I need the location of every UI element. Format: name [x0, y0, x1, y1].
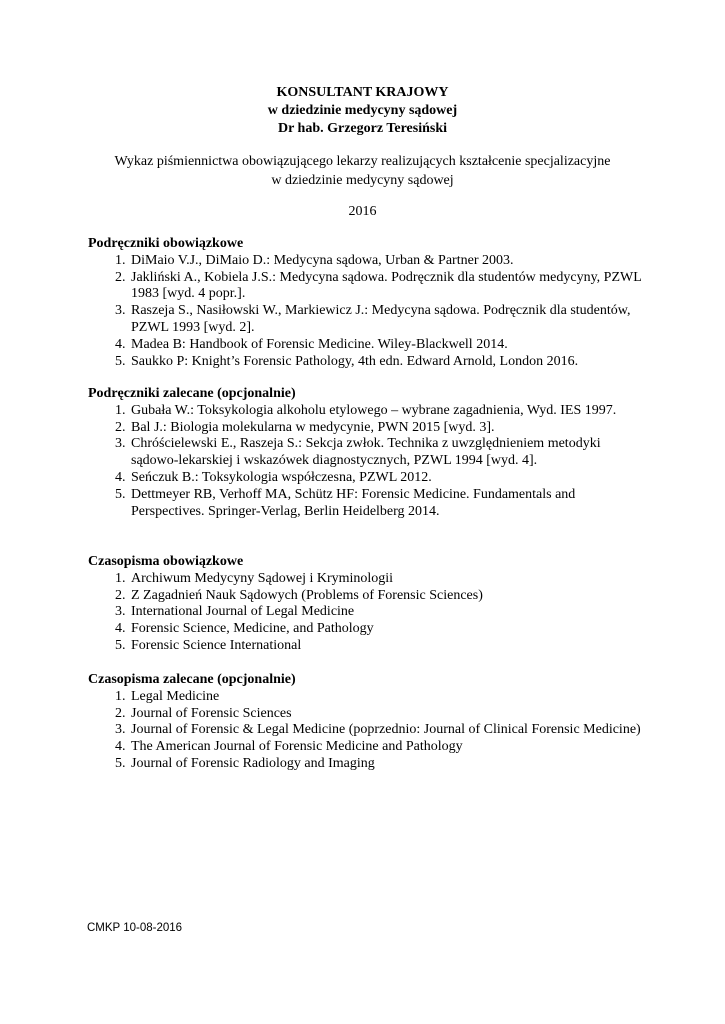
- header-title: KONSULTANT KRAJOWY: [276, 85, 449, 100]
- section-recommended-textbooks: [88, 386, 648, 520]
- list-item: 4. Madea B: Handbook of Forensic Medicine. Wiley-Blackwell 2014.: [129, 337, 648, 354]
- section-required-textbooks: [88, 236, 648, 370]
- section-title: Czasopisma zalecane (opcjonalnie): [88, 672, 296, 687]
- list-item: 1. Archiwum Medycyny Sądowej i Kryminologii: [129, 571, 648, 588]
- list-item: 3. Chróścielewski E., Raszeja S.: Sekcja zwłok. Technika z uwzględnieniem metodyki sądowo-lekarskiej i wskazówek diagnostycznych, PZWL 1994 [wyd. 4].: [129, 436, 648, 470]
- reference-list: [88, 689, 648, 773]
- list-item: 5. Dettmeyer RB, Verhoff MA, Schütz HF: Forensic Medicine. Fundamentals and Perspectives. Springer-Verlag, Berlin Heidelberg 2014.: [129, 487, 648, 521]
- document-year: 2016: [348, 204, 377, 219]
- list-item: 1. Gubała W.: Toksykologia alkoholu etylowego – wybrane zagadnienia, Wyd. IES 1997.: [129, 403, 648, 420]
- document-header: [0, 84, 725, 138]
- list-item: 4. Seńczuk B.: Toksykologia współczesna, PZWL 2012.: [129, 470, 648, 487]
- list-item: 5. Saukko P: Knight’s Forensic Pathology, 4th edn. Edward Arnold, London 2016.: [129, 354, 648, 371]
- list-item: 3. International Journal of Legal Medicine: [129, 604, 648, 621]
- section-title: Podręczniki zalecane (opcjonalnie): [88, 386, 296, 401]
- list-item: 3. Journal of Forensic & Legal Medicine (poprzednio: Journal of Clinical Forensic Medicine): [129, 722, 648, 739]
- list-item: 3. Raszeja S., Nasiłowski W., Markiewicz J.: Medycyna sądowa. Podręcznik dla studentów, PZWL 1993 [wyd. 2].: [129, 303, 648, 337]
- list-item: 1. Legal Medicine: [129, 689, 648, 706]
- list-item: 1. DiMaio V.J., DiMaio D.: Medycyna sądowa, Urban & Partner 2003.: [129, 253, 648, 270]
- list-item: 4. Forensic Science, Medicine, and Pathology: [129, 621, 648, 638]
- list-item: 5. Forensic Science International: [129, 638, 648, 655]
- list-item: 2. Bal J.: Biologia molekularna w medycynie, PWN 2015 [wyd. 3].: [129, 420, 648, 437]
- section-recommended-journals: [88, 672, 648, 773]
- intro-line-1: Wykaz piśmiennictwa obowiązującego lekarzy realizujących kształcenie specjalizacyjne: [114, 154, 611, 169]
- list-item: 4. The American Journal of Forensic Medicine and Pathology: [129, 739, 648, 756]
- document-intro: [60, 152, 665, 190]
- footer-date: CMKP 10-08-2016: [87, 922, 183, 934]
- list-item: 2. Journal of Forensic Sciences: [129, 706, 648, 723]
- reference-list: [88, 253, 648, 371]
- list-item: 5. Journal of Forensic Radiology and Imaging: [129, 756, 648, 773]
- reference-list: [88, 571, 648, 655]
- header-author: Dr hab. Grzegorz Teresiński: [277, 121, 448, 136]
- section-title: Czasopisma obowiązkowe: [88, 554, 244, 569]
- list-item: 2. Jakliński A., Kobiela J.S.: Medycyna sądowa. Podręcznik dla studentów medycyny, PZWL 1983 [wyd. 4 popr.].: [129, 270, 648, 304]
- intro-line-2: w dziedzinie medycyny sądowej: [271, 173, 454, 188]
- header-subtitle: w dziedzinie medycyny sądowej: [267, 103, 458, 118]
- reference-list: [88, 403, 648, 521]
- section-required-journals: [88, 554, 648, 655]
- list-item: 2. Z Zagadnień Nauk Sądowych (Problems of Forensic Sciences): [129, 588, 648, 605]
- section-title: Podręczniki obowiązkowe: [88, 236, 244, 251]
